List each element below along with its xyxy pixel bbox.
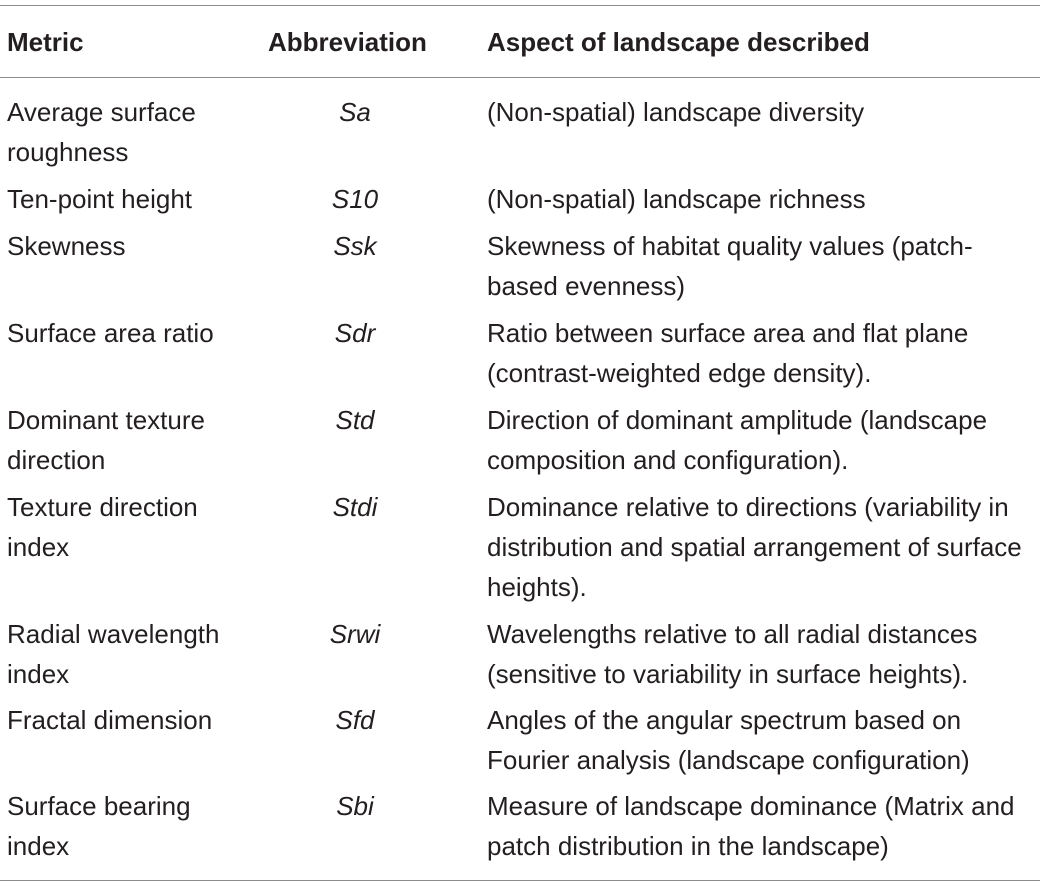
aspect-cell: Dominance relative to directions (variability in distribution and spatial arrangement of surface heights). [487,492,1022,602]
header-abbreviation: Abbreviation [268,27,427,57]
abbreviation-cell: Sdr [334,318,376,348]
abbreviation-cell: Sbi [336,791,374,821]
metric-cell: Surface area ratio [7,318,214,348]
aspect-cell: Wavelengths relative to all radial distances (sensitive to variability in surface heights). [487,619,978,689]
aspect-cell: Ratio between surface area and flat plane (contrast-weighted edge density). [487,318,969,388]
bottom-rule [0,880,1040,881]
metric-cell: Fractal dimension [7,705,213,735]
metric-cell: Ten-point height [7,184,193,214]
abbreviation-cell: S10 [331,184,379,214]
metric-cell: Radial wavelength index [7,619,220,689]
metric-cell: Texture direction index [7,492,198,562]
metric-cell: Average surface roughness [7,97,196,167]
abbreviation-cell: Std [335,405,375,435]
header-metric: Metric [7,27,84,57]
header-aspect: Aspect of landscape described [487,27,870,57]
abbreviation-cell: Sfd [335,705,375,735]
top-rule [0,5,1040,6]
aspect-cell: (Non-spatial) landscape richness [487,184,866,214]
abbreviation-cell: Ssk [333,231,377,261]
metric-cell: Surface bearing index [7,791,191,861]
aspect-cell: Direction of dominant amplitude (landscape composition and configuration). [487,405,988,475]
aspect-cell: Skewness of habitat quality values (patch-based evenness) [487,231,973,301]
metric-cell: Dominant texture direction [7,405,205,475]
aspect-cell: (Non-spatial) landscape diversity [487,97,865,127]
abbreviation-cell: Srwi [329,619,381,649]
metric-cell: Skewness [7,231,126,261]
abbreviation-cell: Sa [339,97,371,127]
abbreviation-cell: Stdi [332,492,378,522]
header-rule [0,77,1040,78]
aspect-cell: Measure of landscape dominance (Matrix and patch distribution in the landscape) [487,791,1015,861]
aspect-cell: Angles of the angular spectrum based on Fourier analysis (landscape configuration) [487,705,970,775]
